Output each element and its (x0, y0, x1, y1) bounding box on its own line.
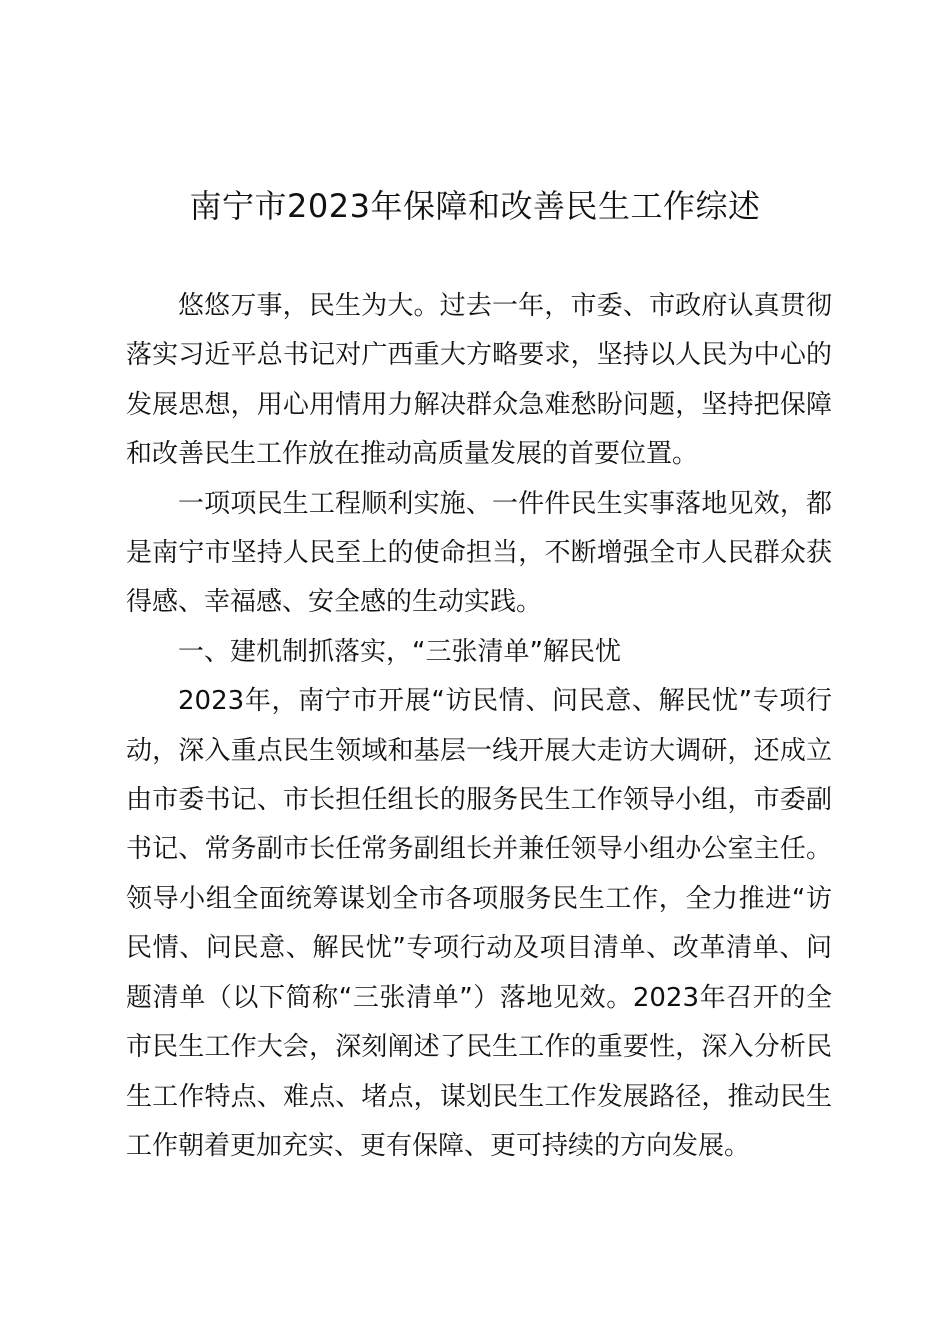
paragraph-section-1: 2023年，南宁市开展“访民情、问民意、解民忧”专项行动，深入重点民生领域和基层一线开展大走访大调研，还成立由市委书记、市长担任组长的服务民生工作领导小组，市委副书记、常务副市长任常务副组长并兼任领导小组办公室主任。领导小组全面统筹谋划全市各项服务民生工作，全力推进“访民情、问民意、解民忧”专项行动及项目清单、改革清单、问题清单（以下简称“三张清单”）落地见效。2023年召开的全市民生工作大会，深刻阐述了民生工作的重要性，深入分析民生工作特点、难点、堵点，谋划民生工作发展路径，推动民生工作朝着更加充实、更有保障、更可持续的方向发展。 (126, 686, 832, 1161)
paragraph-intro: 悠悠万事，民生为大。过去一年，市委、市政府认真贯彻落实习近平总书记对广西重大方略要求，坚持以人民为中心的发展思想，用心用情用力解决群众急难愁盼问题，坚持把保障和改善民生工作放在推动高质量发展的首要位置。 (126, 291, 832, 470)
document-title: 南宁市2023年保障和改善民生工作综述 (189, 187, 761, 225)
section-heading-1: 一、建机制抓落实，“三张清单”解民忧 (178, 636, 621, 667)
document-body (126, 282, 832, 1171)
paragraph-summary: 一项项民生工程顺利实施、一件件民生实事落地见效，都是南宁市坚持人民至上的使命担当，不断增强全市人民群众获得感、幸福感、安全感的生动实践。 (126, 488, 832, 618)
